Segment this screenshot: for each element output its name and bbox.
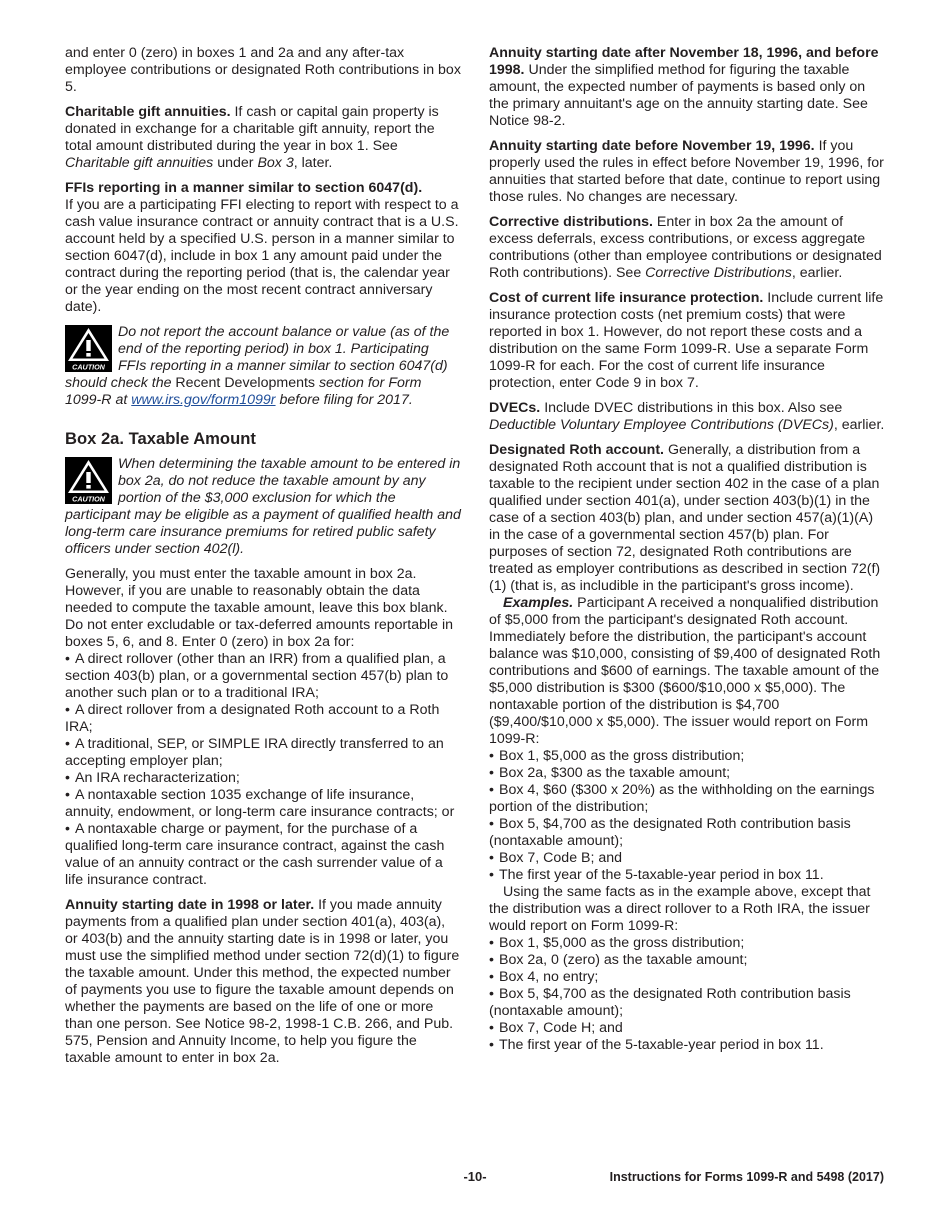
- list-item: • Box 4, $60 ($300 x 20%) as the withholding on the earnings portion of the distribution;: [489, 782, 885, 816]
- box-2a-heading: Box 2a. Taxable Amount: [65, 429, 256, 448]
- list-item: • Box 2a, 0 (zero) as the taxable amount;: [489, 952, 885, 969]
- list-item: • Box 2a, $300 as the taxable amount;: [489, 765, 885, 782]
- list-item: • Box 7, Code B; and: [489, 850, 885, 867]
- left-column: [65, 45, 461, 1075]
- using-same-facts-paragraph: Using the same facts as in the example above, except that the distribution was a direct rollover to a Roth IRA, the issuer would report on Form 1099-R:: [489, 884, 871, 934]
- list-item: • Box 4, no entry;: [489, 969, 885, 986]
- caution-note-1: CAUTION Do not report the account balance or value (as of the end of the reporting period) in box 1. Participating FFIs reporting in a manner similar to section 6047(d) should check the Recent Developments section for Form 1099-R at www.irs.gov/form1099r before filing for 2017.: [65, 324, 450, 408]
- right-column: [489, 45, 885, 1062]
- dvecs-paragraph: DVECs. Include DVEC distributions in this box. Also see Deductible Voluntary Employee Contributions (DVECs), earlier.: [489, 400, 885, 433]
- page-number: -10-: [463, 1169, 487, 1184]
- zero-box-2a-list: [65, 651, 461, 889]
- continuation-paragraph: and enter 0 (zero) in boxes 1 and 2a and any after-tax employee contributions or designated Roth contributions in box 5.: [65, 45, 461, 95]
- after-1996-paragraph: Annuity starting date after November 18, 1996, and before 1998. Under the simplified method for figuring the taxable amount, the expected number of payments is based only on the primary annuitant's age on the annuity starting date. See Notice 98-2.: [489, 45, 879, 129]
- footer-document-title: Instructions for Forms 1099-R and 5498 (2017): [609, 1170, 884, 1184]
- irs-form1099r-link[interactable]: www.irs.gov/form1099r: [131, 392, 276, 408]
- list-item: • A traditional, SEP, or SIMPLE IRA directly transferred to an accepting employer plan;: [65, 736, 461, 770]
- charitable-gift-annuities-paragraph: Charitable gift annuities. If cash or capital gain property is donated in exchange for a charitable gift annuity, report the total amount distributed during the year in box 1. See Charitable gift annuities under Box 3, later.: [65, 104, 439, 171]
- list-item: • A nontaxable section 1035 exchange of life insurance, annuity, endowment, or long-term care insurance contracts; or: [65, 787, 461, 821]
- corrective-distributions-paragraph: Corrective distributions. Enter in box 2a the amount of excess deferrals, excess contributions, or excess aggregate contributions (other than employee contributions or designated Roth contributions). See Corrective Distributions, earlier.: [489, 214, 882, 281]
- caution-icon: [65, 325, 112, 372]
- list-item: • A nontaxable charge or payment, for the purchase of a qualified long-term care insurance contract, against the cash value of an annuity contract or the cash surrender value of a life insurance contract.: [65, 821, 461, 889]
- list-item: • Box 1, $5,000 as the gross distribution;: [489, 748, 885, 765]
- before-1996-paragraph: Annuity starting date before November 19, 1996. If you properly used the rules in effect before November 19, 1996, for annuities that started before that date, continue to report using those rules. No changes are necessary.: [489, 138, 884, 205]
- caution-icon: [65, 457, 112, 504]
- ffi-paragraph: FFIs reporting in a manner similar to section 6047(d). If you are a participating FFI electing to report with respect to a cash value insurance contract or annuity contract that is a U.S. account held by a specified U.S. person in a manner similar to section 6047(d), include in box 1 any amount paid under the contract during the reporting period (that is, the calendar year or the year ending on the most recent contract anniversary date).: [65, 180, 459, 315]
- charitable-heading: Charitable gift annuities.: [65, 104, 231, 120]
- list-item: • A direct rollover from a designated Roth account to a Roth IRA;: [65, 702, 461, 736]
- before-1996-heading: Annuity starting date before November 19, 1996.: [489, 138, 815, 154]
- generally-paragraph: Generally, you must enter the taxable amount in box 2a. However, if you are unable to reasonably obtain the data needed to compute the taxable amount, leave this box blank. Do not enter excludable or tax-deferred amounts reportable in boxes 5, 6, and 8. Enter 0 (zero) in box 2a for:: [65, 566, 454, 650]
- annuity-1998-heading: Annuity starting date in 1998 or later.: [65, 897, 315, 913]
- svg-text:CAUTION: CAUTION: [72, 362, 105, 372]
- list-item: • The first year of the 5-taxable-year period in box 11.: [489, 867, 885, 884]
- life-insurance-paragraph: Cost of current life insurance protection. Include current life insurance protection costs (net premium costs) that were reported in box 1. However, do not report these costs and a distribution on the same Form 1099-R. Use a separate Form 1099-R for each. For the cost of current life insurance protection, enter Code 9 in box 7.: [489, 290, 884, 391]
- examples-paragraph: Examples. Participant A received a nonqualified distribution of $5,000 from the participant's designated Roth account. Immediately before the distribution, the participant's account balance was $10,000, consisting of $9,400 of designated Roth contributions and $600 of earnings. The taxable amount of the $5,000 distribution is $300 ($600/$10,000 x $5,000). The nontaxable portion of the distribution is $4,700 ($9,400/$10,000 x $5,000). The issuer would report on Form 1099-R:: [489, 595, 881, 747]
- corrective-heading: Corrective distributions.: [489, 214, 653, 230]
- svg-text:CAUTION: CAUTION: [72, 494, 105, 504]
- list-item: • Box 5, $4,700 as the designated Roth contribution basis (nontaxable amount);: [489, 816, 885, 850]
- list-item: • Box 5, $4,700 as the designated Roth contribution basis (nontaxable amount);: [489, 986, 885, 1020]
- list-item: • The first year of the 5-taxable-year period in box 11.: [489, 1037, 885, 1054]
- ffi-heading: FFIs reporting in a manner similar to section 6047(d).: [65, 180, 423, 196]
- life-insurance-heading: Cost of current life insurance protection.: [489, 290, 764, 306]
- dvecs-heading: DVECs.: [489, 400, 541, 416]
- list-item: • Box 1, $5,000 as the gross distribution;: [489, 935, 885, 952]
- example-2-list: [489, 935, 885, 1054]
- after-1996-heading: Annuity starting date after November 18, 1996, and before 1998.: [489, 45, 879, 78]
- list-item: • An IRA recharacterization;: [65, 770, 461, 787]
- example-1-list: [489, 748, 885, 884]
- annuity-1998-paragraph: Annuity starting date in 1998 or later. If you made annuity payments from a qualified plan under section 401(a), 403(a), or 403(b) and the annuity starting date is in 1998 or later, you must use the simplified method under section 72(d)(1) to figure the taxable amount. Under this method, the expected number of payments you use to figure the taxable amount depends on whether the payments are based on the life of one or more than one person. See Notice 98-2, 1998-1 C.B. 266, and Pub. 575, Pension and Annuity Income, to help you figure the taxable amount to enter in box 2a.: [65, 897, 460, 1066]
- list-item: • A direct rollover (other than an IRR) from a qualified plan, a section 403(b) plan, or a governmental section 457(b) plan to another such plan or to a traditional IRA;: [65, 651, 461, 702]
- caution-note-2: CAUTION When determining the taxable amount to be entered in box 2a, do not reduce the taxable amount by any portion of the $3,000 exclusion for which the participant may be eligible as a payment of qualified health and long-term care insurance premiums for retired public safety officers under section 402(l).: [65, 456, 461, 557]
- examples-heading: Examples.: [503, 595, 574, 611]
- designated-roth-paragraph: Designated Roth account. Generally, a distribution from a designated Roth account that is not a qualified distribution is taxable to the recipient under section 402 in the case of a plan qualified under section 401(a), under section 403(b)(1) in the case of a section 403(b) plan, and under section 457(a)(1)(A) in the case of a governmental section 457(b) plan. For purposes of section 72, designated Roth contributions are treated as employer contributions as described in section 72(f)(1) (that is, as includible in the participant's gross income).: [489, 442, 881, 594]
- list-item: • Box 7, Code H; and: [489, 1020, 885, 1037]
- designated-roth-heading: Designated Roth account.: [489, 442, 664, 458]
